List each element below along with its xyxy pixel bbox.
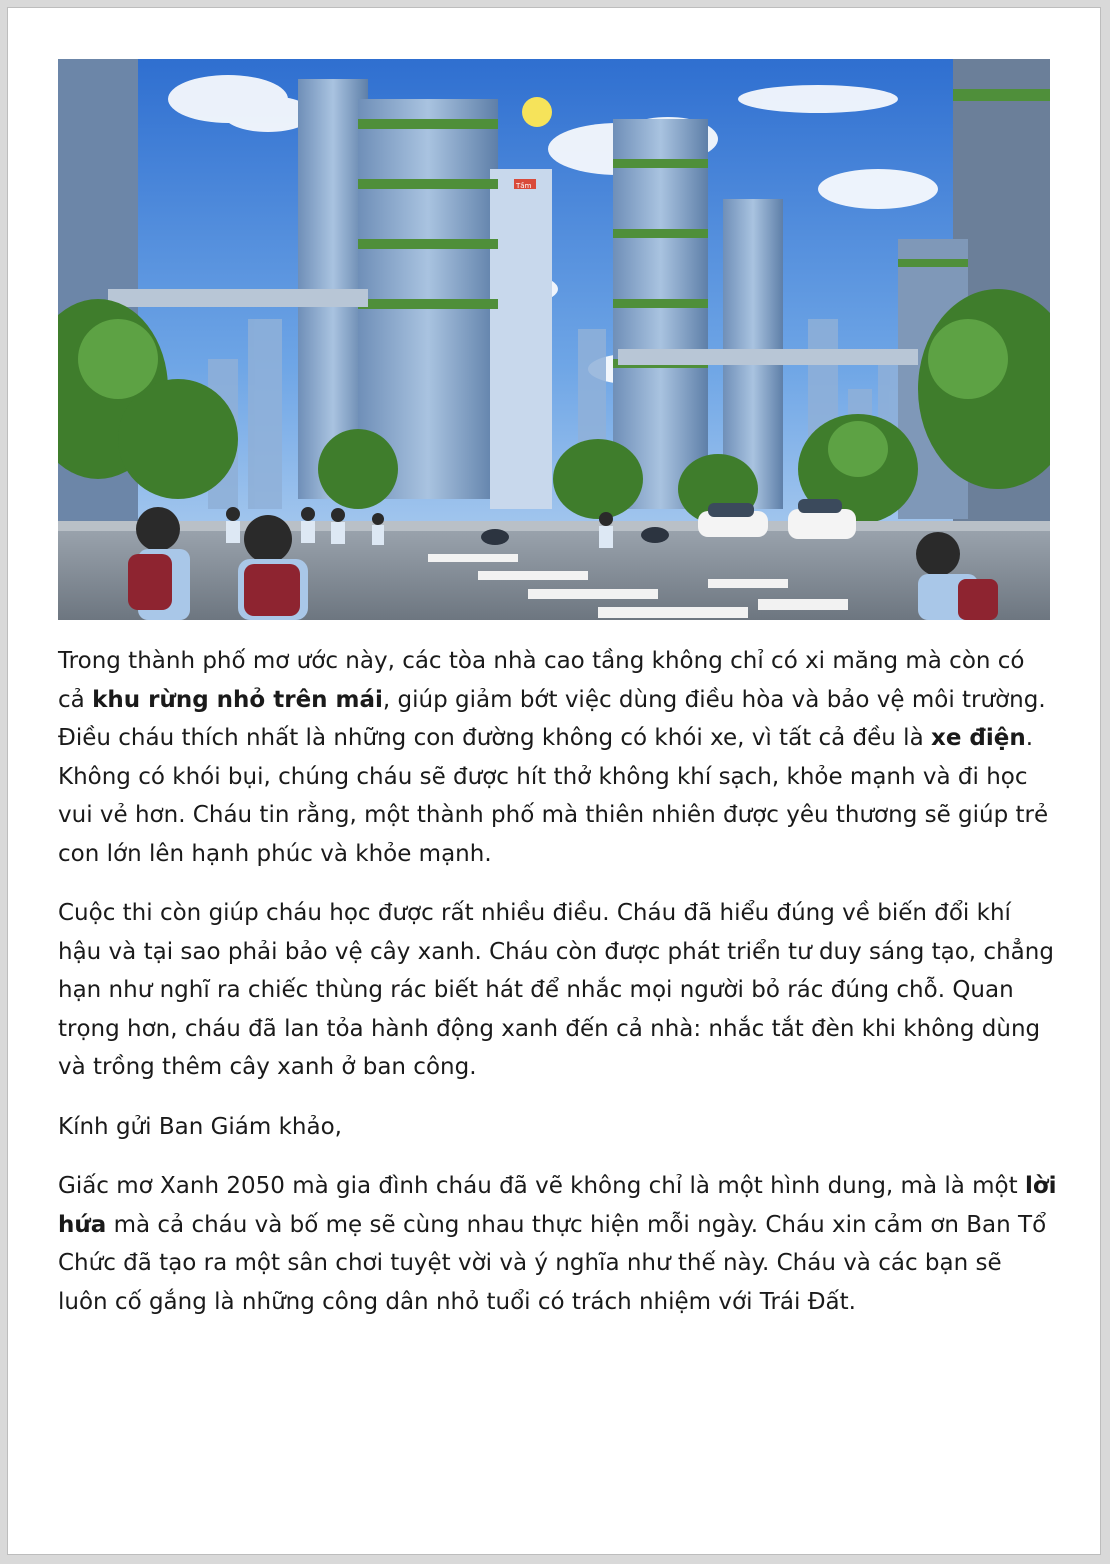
letter-body (58, 642, 1058, 1342)
bold-text: lời hứa (58, 1173, 1057, 1238)
text-segment: mà cả cháu và bố mẹ sẽ cùng nhau thực hiện mỗi ngày. Cháu xin cảm ơn Ban Tổ Chức đã tạo ra một sân chơi tuyệt vời và ý nghĩa như thế này. Cháu và các bạn sẽ luôn cố gắng là những công dân nhỏ tuổi có trách nhiệm với Trái Đất. (58, 1211, 1047, 1315)
text-segment: Cuộc thi còn giúp cháu học được rất nhiều điều. Cháu đã hiểu đúng về biến đổi khí hậu và tại sao phải bảo vệ cây xanh. Cháu còn được phát triển tư duy sáng tạo, chẳng hạn như nghĩ ra chiếc thùng rác biết hát để nhắc mọi người bỏ rác đúng chỗ. Quan trọng hơn, cháu đã lan tỏa hành động xanh đến cả nhà: nhắc tắt đèn khi không dùng và trồng thêm cây xanh ở ban công. (58, 900, 1054, 1080)
text-segment: . Không có khói bụi, chúng cháu sẽ được hít thở không khí sạch, khỏe mạnh và đi học vui vẻ hơn. Cháu tin rằng, một thành phố mà thiên nhiên được yêu thương sẽ giúp trẻ con lớn lên hạnh phúc và khỏe mạnh. (58, 725, 1049, 867)
text-segment: Giấc mơ Xanh 2050 mà gia đình cháu đã vẽ không chỉ là một hình dung, mà là một (58, 1173, 1025, 1199)
tower-sign-text: Tầm (516, 182, 532, 190)
paragraph (58, 1108, 1058, 1147)
paragraph (58, 642, 1058, 873)
city-illustration (58, 59, 1050, 620)
text-segment: , giúp giảm bớt việc dùng điều hòa và bảo vệ môi trường. Điều cháu thích nhất là những con đường không có khói xe, vì tất cả đều là (58, 686, 1046, 751)
text-segment: Trong thành phố mơ ước này, các tòa nhà cao tầng không chỉ có xi măng mà còn có cả (58, 648, 1025, 713)
paragraph (58, 894, 1058, 1087)
paragraph (58, 1167, 1058, 1321)
document-page (7, 7, 1101, 1555)
bold-text: xe điện (930, 725, 1026, 751)
text-segment: Kính gửi Ban Giám khảo, (58, 1113, 342, 1140)
bold-text: khu rừng nhỏ trên mái (92, 686, 383, 713)
